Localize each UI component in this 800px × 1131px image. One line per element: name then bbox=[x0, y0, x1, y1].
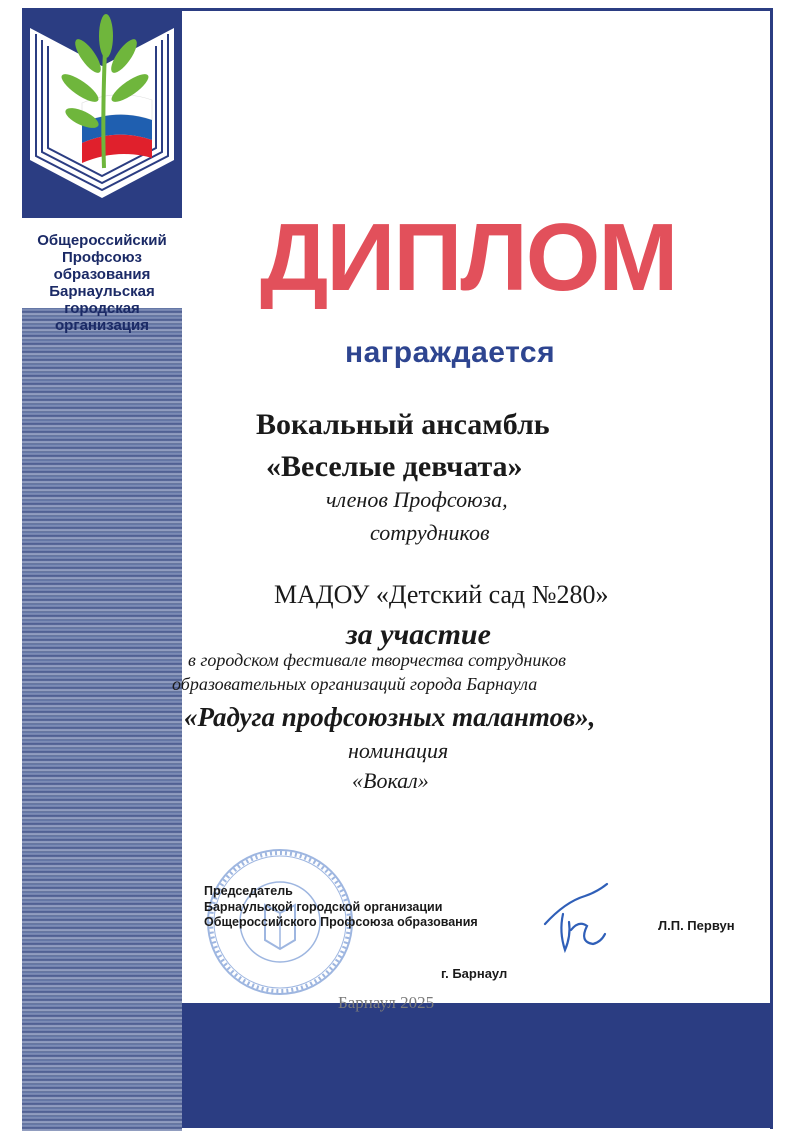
reason-line-1: за участие bbox=[346, 618, 491, 651]
awarded-subtitle: награждается bbox=[345, 336, 556, 369]
position-line-3: Общероссийского Профсоюза образования bbox=[204, 915, 478, 929]
reason-line-2: в городском фестивале творчества сотрудников bbox=[188, 650, 566, 670]
bottom-band bbox=[182, 1003, 772, 1128]
recipient-line-4: сотрудников bbox=[370, 520, 490, 545]
recipient-line-1: Вокальный ансамбль bbox=[256, 408, 550, 441]
signer-name: Л.П. Первун bbox=[658, 918, 735, 933]
organization-name bbox=[24, 232, 180, 334]
position-line-2: Барнаульской городской организации bbox=[204, 899, 443, 914]
festival-name: «Радуга профсоюзных талантов», bbox=[184, 702, 596, 732]
nomination-label: номинация bbox=[348, 738, 449, 763]
place-year: Барнаул 2025 bbox=[338, 993, 435, 1012]
handwritten-signature bbox=[535, 872, 615, 962]
left-stripe-pattern bbox=[22, 308, 182, 1131]
org-name-line-3: Барнаульская bbox=[49, 283, 155, 300]
city-label: г. Барнаул bbox=[441, 966, 508, 981]
recipient-institution: МАДОУ «Детский сад №280» bbox=[274, 580, 609, 609]
chairman-position bbox=[204, 884, 478, 931]
union-logo-emblem bbox=[22, 8, 187, 208]
russian-flag-icon bbox=[82, 95, 152, 163]
diploma-title: ДИПЛОМ bbox=[260, 204, 677, 311]
org-name-line-2: Профсоюз образования bbox=[53, 249, 151, 283]
recipient-line-3: членов Профсоюза, bbox=[326, 487, 508, 512]
top-border bbox=[182, 8, 772, 11]
position-line-1: Председатель bbox=[204, 884, 293, 898]
org-name-line-1: Общероссийский bbox=[37, 232, 167, 249]
org-name-line-4: городская организация bbox=[55, 300, 149, 334]
right-border bbox=[770, 8, 773, 1129]
recipient-line-2: «Веселые девчата» bbox=[266, 450, 523, 483]
reason-line-3: образовательных организаций города Барнаула bbox=[172, 674, 538, 694]
nomination-value: «Вокал» bbox=[352, 768, 429, 793]
